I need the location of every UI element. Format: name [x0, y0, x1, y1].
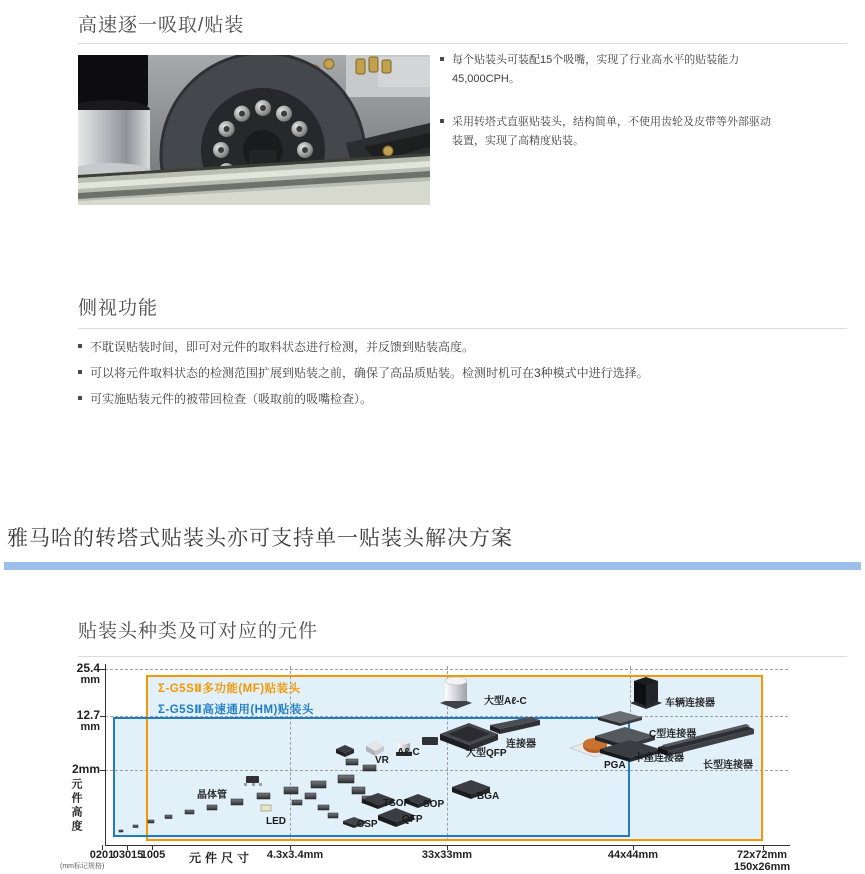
- x-tick-label: 33x33mm: [421, 849, 473, 861]
- component-label: 车辆连接器: [665, 698, 715, 709]
- y-tick-label: 25.4 mm: [76, 661, 100, 686]
- x-tick-label: 72x72mm: [736, 849, 788, 861]
- mf-head-label: Σ-G5SⅡ多功能(MF)贴装头: [158, 683, 301, 695]
- section2-title: 侧视功能: [78, 298, 159, 319]
- chart-footnote: (mm标记规格): [60, 863, 105, 870]
- bullet-text: 采用转塔式直驱贴装头，结构简单，不使用齿轮及皮带等外部驱动装置，实现了高精度贴装。: [452, 116, 771, 147]
- component-label: VR: [375, 755, 389, 766]
- bullet-text: 每个贴装头可装配15个吸嘴，实现了行业高水平的贴装能力45,000CPH。: [452, 54, 740, 85]
- bullet-text: 可实施贴装元件的被带回检查（吸取前的吸嘴检查）。: [90, 392, 373, 406]
- component-label: SOP: [423, 799, 445, 810]
- component-label: 大型QFP: [466, 748, 507, 759]
- component-label: 连接器: [506, 739, 536, 750]
- x-tick-label: 1005: [140, 849, 166, 861]
- section1-title: 高速逐一吸取/贴装: [78, 15, 245, 36]
- banner-title: 雅马哈的转塔式贴装头亦可支持单一贴装头解决方案: [7, 527, 513, 550]
- bullet-text: 不耽误贴装时间，即可对元件的取料状态进行检测，并反馈到贴装高度。: [90, 340, 475, 354]
- y-tick-label: 2mm: [71, 762, 100, 776]
- component-label: PGA: [604, 760, 626, 771]
- component-icons: [100, 665, 790, 850]
- component-label: Aℓ-C: [397, 747, 420, 758]
- section3-title: 贴装头种类及可对应的元件: [78, 621, 319, 642]
- x-axis-title: 元件尺寸: [188, 851, 254, 865]
- component-label: BGA: [477, 791, 500, 802]
- component-label: CSP: [357, 819, 378, 830]
- component-label: C型连接器: [649, 729, 697, 740]
- x-tick-label: 44x44mm: [607, 849, 659, 861]
- bullet-text: 可以将元件取料状态的检测范围扩展到贴装之前，确保了高品质贴装。检测时机可在3种模式中进行选择。: [90, 366, 649, 380]
- component-label: 长型连接器: [703, 760, 753, 771]
- component-label: LED: [266, 816, 286, 827]
- component-label: TSOP: [383, 798, 411, 809]
- x-tick-label: 4.3x3.4mm: [266, 849, 324, 861]
- x-tick-label: 150x26mm: [733, 861, 791, 873]
- component-label: 大型Aℓ-C: [484, 696, 527, 707]
- x-tick-label: 0201: [89, 849, 115, 861]
- x-tick-label: 03015: [112, 849, 144, 861]
- y-axis-title: 元件高度: [70, 778, 82, 834]
- hm-head-label: Σ-G5SⅡ高速通用(HM)贴装头: [158, 704, 314, 716]
- y-tick-label: 12.7 mm: [76, 708, 100, 733]
- component-label: 卡座连接器: [634, 753, 684, 764]
- component-label: QFP: [402, 814, 423, 825]
- component-label: 晶体管: [197, 790, 227, 801]
